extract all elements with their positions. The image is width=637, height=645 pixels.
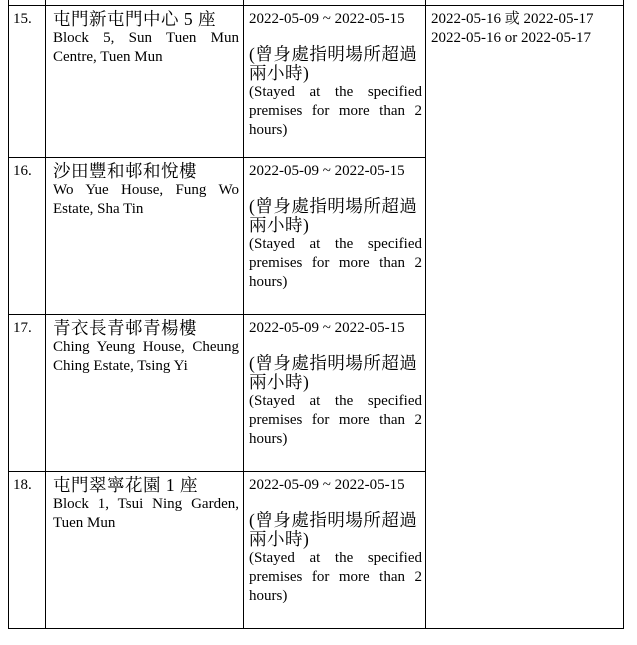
period-note-zh: (曾身處指明場所超過兩小時) xyxy=(249,196,418,235)
period-note-en: (Stayed at the specified premises for more than 2 hours) xyxy=(249,84,422,138)
row-number: 15. xyxy=(9,6,46,158)
period-cell xyxy=(244,315,426,472)
compulsory-testing-table xyxy=(8,0,624,629)
blank-line xyxy=(249,338,422,354)
premises-name-zh: 屯門新屯門中心 5 座 xyxy=(53,9,216,29)
premises-name-cell xyxy=(46,472,244,629)
period-date-range: 2022-05-09 ~ 2022-05-15 xyxy=(249,477,405,493)
row-number: 16. xyxy=(9,158,46,315)
premises-name-en: Ching Yeung House, Cheung Ching Estate, Tsing Yi xyxy=(53,339,239,374)
test-dates-zh: 2022-05-16 或 2022-05-17 xyxy=(431,11,594,27)
premises-name-cell xyxy=(46,6,244,158)
period-note-en: (Stayed at the specified premises for more than 2 hours) xyxy=(249,550,422,604)
test-dates-cell xyxy=(426,6,624,629)
blank-line xyxy=(249,29,422,45)
period-date-range: 2022-05-09 ~ 2022-05-15 xyxy=(249,11,405,27)
premises-name-zh: 青衣長青邨青楊樓 xyxy=(53,318,197,338)
period-note-en: (Stayed at the specified premises for more than 2 hours) xyxy=(249,393,422,447)
premises-name-en: Wo Yue House, Fung Wo Estate, Sha Tin xyxy=(53,182,239,217)
premises-name-en: Block 5, Sun Tuen Mun Centre, Tuen Mun xyxy=(53,30,239,65)
period-note-zh: (曾身處指明場所超過兩小時) xyxy=(249,510,418,549)
period-cell xyxy=(244,6,426,158)
premises-name-zh: 沙田豐和邨和悅樓 xyxy=(53,161,197,181)
premises-name-zh: 屯門翠寧花園 1 座 xyxy=(53,475,198,495)
premises-name-cell xyxy=(46,158,244,315)
row-number: 18. xyxy=(9,472,46,629)
period-cell xyxy=(244,158,426,315)
blank-line xyxy=(249,495,422,511)
blank-line xyxy=(249,181,422,197)
test-dates-en: 2022-05-16 or 2022-05-17 xyxy=(431,30,591,46)
period-note-zh: (曾身處指明場所超過兩小時) xyxy=(249,353,418,392)
period-cell xyxy=(244,472,426,629)
period-date-range: 2022-05-09 ~ 2022-05-15 xyxy=(249,320,405,336)
row-number: 17. xyxy=(9,315,46,472)
table-row xyxy=(9,6,624,158)
premises-name-en: Block 1, Tsui Ning Garden, Tuen Mun xyxy=(53,496,239,531)
period-date-range: 2022-05-09 ~ 2022-05-15 xyxy=(249,163,405,179)
period-note-en: (Stayed at the specified premises for more than 2 hours) xyxy=(249,236,422,290)
premises-name-cell xyxy=(46,315,244,472)
period-note-zh: (曾身處指明場所超過兩小時) xyxy=(249,44,418,83)
